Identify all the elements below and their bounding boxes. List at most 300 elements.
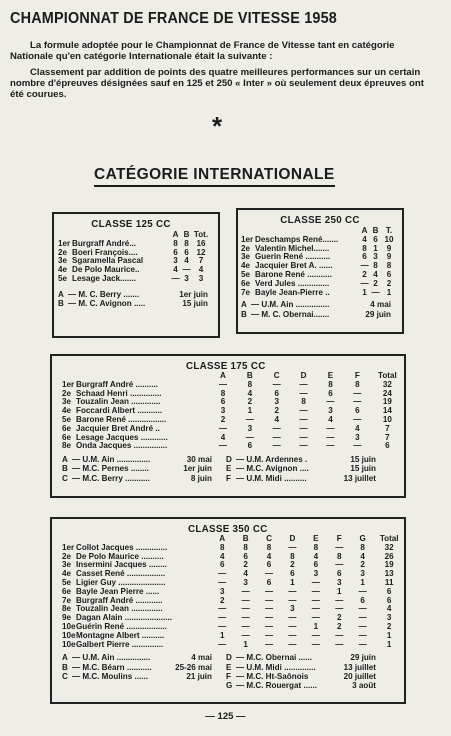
score-cell: 2 [243,560,248,570]
score-cell: 1 [362,287,367,297]
score-cell: — [241,604,250,614]
score-cell: — [335,542,344,552]
score-cell: — [264,613,274,623]
rider-name: Onda Jacques ............... [76,441,168,451]
score-cell: — [241,613,250,623]
score-cell: — [353,441,362,451]
score-cell: 4 [219,551,225,561]
score-cell: — [241,630,250,640]
score-cell: 6 [328,388,333,398]
score-cell: 6 [355,406,360,416]
rider-name: Ligier Guy ..................... [76,577,166,587]
score-cell: — [358,586,367,596]
rider-name: Lesage Jacques ............ [76,432,168,442]
score-cell: 6 [386,269,392,279]
rider-name: Jacquier Bret A. ...... [255,261,333,271]
score-cell: 4 [362,234,367,244]
score-cell: 1 [219,630,225,640]
score-cell: — [272,441,281,451]
score-cell: 4 [198,265,204,275]
score-cell: 7 [385,423,390,433]
rank-label: 3e [62,560,72,570]
score-cell: — [360,261,369,271]
race-organizer: — M. C. Avignon ..... [68,298,146,308]
score-cell: — [326,397,335,407]
race-organizer: — U.M. Ardennes . [236,455,308,465]
score-cell: 11 [384,577,394,587]
rider-name: Deschamps René....... [255,234,339,244]
score-cell: 32 [384,542,394,552]
score-cell: 19 [384,560,394,570]
score-cell: 3 [220,406,226,416]
rank-label: 1er [62,379,75,389]
score-cell: 3 [360,569,365,579]
rider-name: Insermini Jacques ........ [76,560,167,570]
race-organizer: — M.C. Pernes ........ [72,464,149,474]
score-cell: — [288,613,297,623]
score-cell: 4 [360,551,365,561]
score-cell: — [299,441,308,451]
score-cell: — [288,595,297,605]
race-organizer: — M.C. Béarn ........... [72,662,152,672]
score-cell: — [311,577,320,587]
score-cell: 8 [360,542,365,552]
score-cell: — [288,639,297,649]
score-cell: 3 [386,613,392,623]
score-cell: — [272,379,281,389]
score-cell: 3 [243,577,248,587]
score-cell: 26 [384,551,394,561]
column-header: B [246,371,253,380]
legend-row [62,663,376,672]
legend-row [62,681,376,690]
score-cell: 1 [313,621,319,631]
column-header: E [313,534,319,543]
score-cell: — [360,278,369,288]
score-cell: 3 [274,397,279,407]
score-cell: — [272,432,281,442]
race-date: 13 juillet [343,473,376,483]
score-cell: 3 [219,586,225,596]
score-cell: 3 [355,432,360,442]
column-header: B [242,534,249,543]
race-date: 4 mai [191,653,212,663]
score-cell: — [218,441,227,451]
race-code: F [226,473,231,483]
score-cell: 3 [198,273,204,283]
score-cell: 8 [373,261,378,271]
score-cell: 3 [313,569,319,579]
score-cell: — [241,595,250,605]
rider-name: Bayle Jean-Pierre .. [255,287,330,297]
column-header: Tot. [193,230,209,239]
score-cell: — [326,441,335,451]
score-cell: 3 [173,256,178,266]
score-cell: 8 [247,379,253,389]
score-cell: 4 [247,388,253,398]
race-code: B [241,309,247,319]
score-cell: 8 [336,551,342,561]
race-code: G [226,680,233,690]
score-cell: 8 [290,551,295,561]
column-header: A [361,226,368,235]
score-cell: 6 [360,595,365,605]
score-cell: 8 [362,243,367,253]
rider-name: Jacquier Bret André .. [76,423,160,433]
rank-label: 9e [62,613,72,623]
rank-label: 6e [241,278,251,288]
score-cell: 6 [243,551,248,561]
rider-name: Touzalin Jean .............. [76,604,163,614]
score-cell: — [326,432,335,442]
race-date: 1er juin [183,464,212,474]
class-350-heading: CLASSE 350 CC [188,524,268,535]
score-cell: 8 [173,238,178,248]
category-heading: CATÉGORIE INTERNATIONALE [94,166,335,187]
column-header: D [300,371,307,380]
score-cell: 6 [313,560,319,570]
rank-label: 3e [58,256,68,266]
class-175-legend [62,455,376,483]
score-cell: — [299,388,308,398]
score-cell: 4 [220,432,226,442]
score-cell: 14 [382,406,392,416]
score-cell: 3 [373,252,378,262]
score-cell: 6 [385,441,390,451]
score-cell: 8 [219,542,225,552]
rank-label: 3e [241,252,251,262]
score-cell: 8 [301,397,306,407]
score-cell: 7 [385,432,390,442]
race-date: 3 août [352,680,376,690]
race-code: C [62,671,68,681]
legend-row [62,464,376,473]
score-cell: — [358,630,367,640]
class-175-table [62,372,404,451]
legend-row [62,672,376,681]
rider-name: Barone René ................. [76,414,167,424]
column-header: C [266,534,272,543]
score-cell: 2 [362,269,367,279]
race-organizer: — U.M. Midi .............. [236,662,316,672]
column-header: A [219,534,226,543]
asterisk-separator: * [212,111,223,141]
score-cell: — [358,621,367,631]
score-cell: — [264,595,274,605]
score-cell: 6 [274,388,279,398]
score-cell: 8 [328,379,333,389]
score-cell: — [299,423,308,433]
score-cell: — [288,630,297,640]
score-cell: — [311,595,320,605]
score-cell: — [182,265,191,275]
score-cell: 4 [274,414,279,424]
score-cell: — [264,604,274,614]
column-header: F [354,371,360,380]
score-cell: 9 [386,243,392,253]
column-header: G [359,534,366,543]
score-cell: — [358,613,367,623]
score-cell: — [218,613,227,623]
legend-row [58,290,208,299]
score-cell: — [358,639,367,649]
score-cell: — [311,630,320,640]
score-cell: — [288,542,297,552]
race-code: F [226,671,231,681]
column-header: F [336,534,342,543]
race-date: 15 juin [182,298,208,308]
score-cell: 8 [313,542,319,552]
legend-row [241,310,391,319]
score-cell: 4 [243,569,248,579]
rider-name: Montagne Albert .......... [76,630,165,640]
class-250-table [241,227,397,297]
column-header: C [273,371,280,380]
score-cell: 6 [266,577,272,587]
class-175-box [50,354,406,498]
rider-name: Bayle Jean Pierre ...... [76,586,160,596]
rider-name: Schaad Henri .............. [76,388,162,398]
rank-label: 5e [58,273,68,283]
score-cell: 4 [173,265,178,275]
score-cell: — [335,604,344,614]
score-cell: 2 [220,414,226,424]
score-cell: — [299,406,308,416]
score-cell: 19 [382,397,392,407]
score-cell: — [371,287,380,297]
column-header: A [220,371,226,380]
class-350-legend [62,653,376,690]
score-cell: 6 [386,595,392,605]
score-cell: — [241,586,250,596]
rank-label: 10e [62,630,76,640]
score-cell: — [353,397,362,407]
score-cell: 3 [328,406,333,416]
rank-label: 2e [62,388,72,398]
table-row [241,289,397,298]
score-cell: — [241,621,250,631]
score-cell: 1 [243,639,248,649]
class-125-legend [58,290,208,308]
rank-label: 5e [241,269,251,279]
score-cell: — [218,639,227,649]
race-code: B [58,298,64,308]
race-date: 8 juin [190,473,212,483]
rank-label: 2e [62,551,72,561]
score-cell: 2 [247,397,253,407]
rank-label: 6e [62,432,72,442]
score-cell: 4 [184,256,189,266]
class-125-box [52,212,220,338]
race-organizer: — M.C. Berry ........... [72,473,150,483]
score-cell: — [264,639,274,649]
rider-name: De Polo Maurice.. [72,265,140,275]
score-cell: 3 [290,604,295,614]
score-cell: 16 [196,238,206,248]
rider-cell [62,641,211,650]
score-cell: 4 [266,551,272,561]
table-row [58,275,210,284]
score-cell: 2 [336,613,342,623]
score-cell: — [218,577,227,587]
rank-label: 4e [62,406,72,416]
rider-name: Burgraff André .......... [76,379,158,389]
rider-name: Dagan Alain ..................... [76,613,172,623]
race-organizer: — M.C. Ht-Saônois [236,671,309,681]
score-cell: 10 [384,234,394,244]
score-cell: — [353,414,362,424]
rank-label: 4e [58,265,68,275]
rider-name: De Polo Maurice .......... [76,551,164,561]
rider-cell [62,442,210,451]
score-cell: 1 [290,577,295,587]
score-cell: — [311,586,320,596]
legend-row [241,300,391,309]
rank-label: 3e [62,397,72,407]
rider-cell [58,275,170,284]
score-cell: — [264,630,274,640]
rider-name: Casset René ................. [76,569,166,579]
rank-label: 1er [62,542,75,552]
score-cell: 2 [373,278,378,288]
score-cell: 6 [247,441,253,451]
score-cell: 3 [184,273,189,283]
score-cell: 6 [373,234,378,244]
score-cell: 1 [386,630,392,640]
score-cell: — [311,613,320,623]
race-organizer: — M.C. Avignon .... [236,464,309,474]
score-cell: 2 [336,621,342,631]
rank-label: 10e [62,639,76,649]
class-175-heading: CLASSE 175 CC [186,361,266,372]
race-date: 29 juin [350,653,376,663]
race-code: B [62,662,68,672]
class-250-box [236,208,404,334]
score-cell: — [311,604,320,614]
rider-name: Sgaramella Pascal [72,256,144,266]
score-cell: — [272,423,281,433]
race-date: 15 juin [350,455,376,465]
race-date: 4 mai [370,300,391,310]
class-250-legend [241,300,391,318]
legend-row [58,299,208,308]
race-code: E [226,464,232,474]
score-cell: 32 [382,379,392,389]
race-code [62,681,72,690]
rider-name: Collot Jacques .............. [76,542,168,552]
class-250-heading: CLASSE 250 CC [280,215,360,226]
race-date: 30 mai [186,455,212,465]
rider-name: Valentin Michel....... [255,243,330,253]
race-organizer: — M.C. Obernai ...... [236,653,313,663]
race-organizer: — U.M. Ain ............... [72,455,151,465]
race-date: 1er juin [179,289,208,299]
rank-label: 10e [62,621,76,631]
score-cell: 1 [247,406,253,416]
legend-row [62,653,376,662]
score-cell: — [218,621,227,631]
score-cell: 2 [274,406,279,416]
score-cell: 24 [382,388,392,398]
score-cell: 1 [336,586,342,596]
rank-label: 1er [58,238,71,248]
rank-label: 4e [241,261,251,271]
class-125-heading: CLASSE 125 CC [91,219,171,230]
race-date: 29 juin [365,309,391,319]
score-cell: — [245,414,254,424]
legend-row [62,474,376,483]
score-cell: — [335,560,344,570]
rank-label: 7e [62,595,72,605]
rank-label: 4e [62,569,72,579]
rank-label: 1er [241,234,254,244]
score-cell: — [218,379,227,389]
rider-name: Barone René ........... [255,269,332,279]
score-cell: 1 [360,577,365,587]
rider-name: Guerin René ........... [255,252,331,262]
race-organizer: — M. C. Obernai....... [251,309,330,319]
race-code: A [58,289,64,299]
score-cell: 6 [184,247,189,257]
score-cell: 12 [196,247,206,257]
race-organizer [72,681,164,690]
column-header: A [172,230,179,239]
score-cell: 6 [173,247,178,257]
score-cell: 7 [198,256,204,266]
score-cell: 6 [220,397,226,407]
score-cell: 4 [373,269,378,279]
race-code: B [62,464,68,474]
score-cell: 8 [220,388,226,398]
score-cell: 3 [247,423,253,433]
race-organizer: — U.M. Midi .......... [236,473,307,483]
column-header: E [327,371,334,380]
race-date: 13 juillet [343,662,376,672]
intro-paragraph-1: La formule adoptée pour le Championnat de France de Vitesse tant en catégorie Nationale qu'en catégorie Internationale était la suivante : [10,40,395,62]
race-organizer: — U.M. Ain ............... [251,300,330,310]
score-cell: — [218,569,227,579]
table-row [62,641,404,650]
rider-name: Galbert Pierre .............. [76,639,164,649]
score-cell: 4 [328,414,333,424]
score-cell: — [299,432,308,442]
column-header: D [289,534,296,543]
score-cell: 3 [336,577,342,587]
score-cell: 2 [386,621,392,631]
score-cell: — [264,621,274,631]
race-date: 20 juillet [343,671,376,681]
class-350-box [50,517,406,704]
intro-paragraph-2: Classement par addition de points des quatre meilleures performances sur un certain nombre d'épreuves désignées sauf en 125 et 250 « Inter » où seulement deux épreuves ont été courues. [10,67,424,100]
rank-label: 2e [241,243,251,253]
race-code: A [62,455,68,465]
score-cell: 6 [336,569,342,579]
rank-label: 2e [58,247,68,257]
score-cell: — [299,379,308,389]
score-cell: 8 [266,542,272,552]
class-350-table [62,535,404,649]
rank-label: 7e [241,287,251,297]
score-cell: 10 [382,414,392,424]
score-cell: 8 [355,379,360,389]
column-header: B [372,226,379,235]
race-code: D [226,653,232,663]
race-code: A [241,300,247,310]
score-cell: 6 [219,560,225,570]
column-header: Total [378,371,397,380]
rider-name: Verd Jules .............. [255,278,330,288]
score-cell: — [264,569,274,579]
